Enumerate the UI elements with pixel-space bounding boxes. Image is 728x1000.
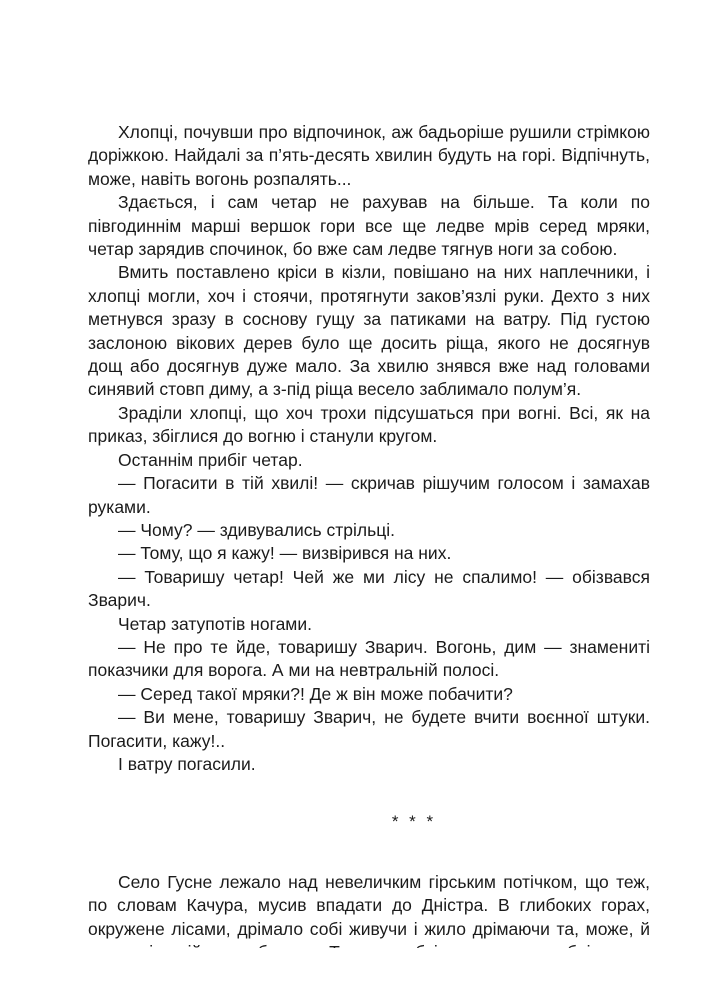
paragraph: — Серед такої мряки?! Де ж він може побачити? xyxy=(118,683,513,704)
section-separator: * * * xyxy=(391,812,437,831)
paragraph: І ватру погасили. xyxy=(118,753,256,774)
section-1-text xyxy=(88,121,650,776)
paragraph: Село Гусне лежало над невеличким гірським потічком, що теж, по словам Качура, мусив впадати до Дністра. В глибоких горах, окружене лісами, дрімало собі живучи і жило дрімаючи та, може, й xyxy=(88,872,650,939)
paragraph: Здається, і сам четар не рахував на більше. Та коли по півгодиннім марші вершок гори все ще ледве мрів серед мряки, четар зарядив спочинок, бо вже сам ледве тягнув ноги за собою. xyxy=(88,192,650,260)
paragraph: — Товаришу четар! Чей же ми лісу не спалимо! — обізвався Зварич. xyxy=(88,566,650,611)
page-crop-edge xyxy=(0,948,728,1000)
paragraph: — Тому, що я кажу! — визвірився на них. xyxy=(118,543,452,564)
paragraph: — Не про те йде, товаришу Зварич. Вогонь, дим — знамениті показчики для ворога. А ми на невтральній полосі. xyxy=(88,636,650,681)
paragraph: Вмить поставлено кріси в кізли, повішано на них наплечники, і хлопці могли, хоч і стоячи, протягнути заков’язлі руки. Дехто з них метнувся зразу в соснову гущу за патиками на ватру. Під густою заслоною вікових дерев було ще досить ріща, якого не досягнув дощ або досягнув дуже мало. За хвилю знявся вже над головами синявий стовп диму, а з-під ріща весело заблимало полум’я. xyxy=(88,262,650,400)
paragraph: Зраділи хлопці, що хоч трохи підсушаться при вогні. Всі, як на приказ, збіглися до вогню і станули кругом. xyxy=(88,402,650,447)
paragraph: Хлопці, почувши про відпочинок, аж бадьоріше рушили стрімкою доріжкою. Найдалі за п’ять-десять хвилин будуть на горі. Відпічнуть, може, навіть вогонь розпалять... xyxy=(88,122,650,189)
paragraph: Четар затупотів ногами. xyxy=(118,613,312,634)
paragraph: — Ви мене, товаришу Зварич, не будете вчити воєнної штуки. Погасити, кажу!.. xyxy=(88,707,650,751)
paragraph: — Погасити в тій хвилі! — скричав рішучим голосом і замахав руками. xyxy=(88,473,650,517)
paragraph: — Чому? — здивувались стрільці. xyxy=(118,519,396,540)
paragraph: Останнім прибіг четар. xyxy=(118,449,303,470)
